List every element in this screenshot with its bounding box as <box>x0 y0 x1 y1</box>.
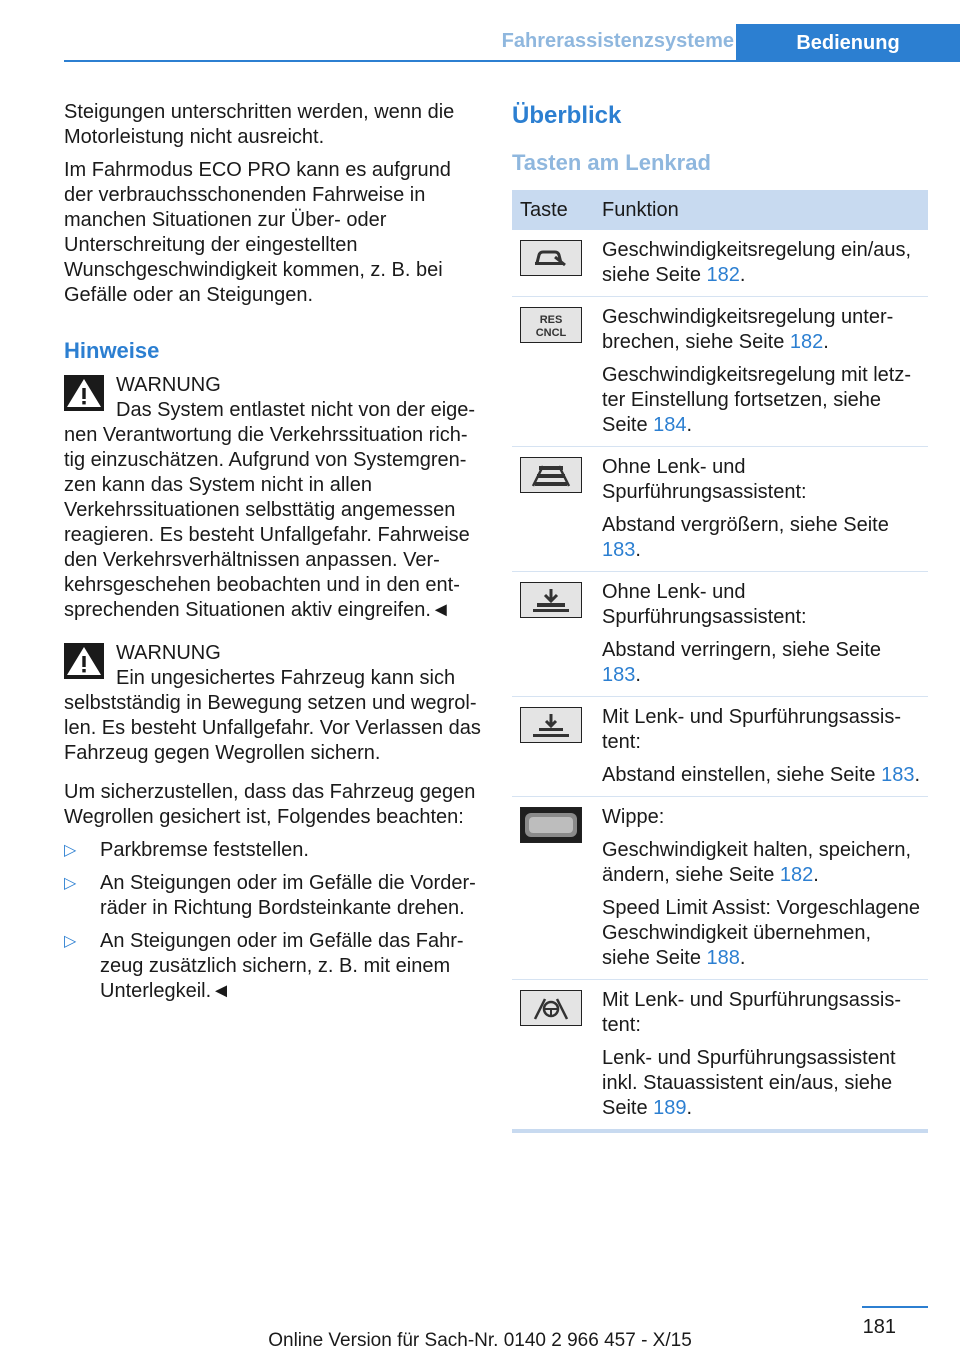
function-text: Ohne Lenk- und Spurführungsassistent: <box>602 456 807 503</box>
function-text: Speed Limit Assist: Vorgeschlagene Geschwindigkeit übernehmen, siehe Seite 188. <box>602 897 920 969</box>
page-header <box>0 0 960 64</box>
right-column <box>512 100 928 1133</box>
cruise-control-on-off-icon <box>520 240 582 276</box>
function-text: Geschwindigkeitsregelung mit letzter Einstellung fortsetzen, siehe Seite 184. <box>602 364 912 436</box>
warning-triangle-icon <box>64 643 104 679</box>
function-text: Geschwindigkeitsregelung unterbrechen, siehe Seite 182. <box>602 306 894 353</box>
bullet-list <box>64 838 482 1004</box>
warning-label: WARNUNG <box>116 374 221 396</box>
distance-increase-icon <box>520 457 582 493</box>
warning-block-1 <box>64 373 482 623</box>
warning-text-rest: nen Verantwortung die Verkehrssituation richtig einzuschätzen. Aufgrund von Systemgrenzen kann das System nicht in allen Verkehrssituationen selbsttätig angemessen reagieren. Es besteht Unfallgefahr. Fahrweise den Verkehrsverhältnissen anpassen. Verkehrsgeschehen beobachten und in den entsprechenden Situationen aktiv eingreifen.◄ <box>64 424 470 621</box>
left-column <box>64 100 482 1012</box>
hinweise-heading: Hinweise <box>64 338 160 363</box>
bullet-arrow-icon: ▷ <box>64 875 77 892</box>
warning-text-rest: selbstständig in Bewegung setzen und wegrollen. Es besteht Unfallgefahr. Vor Verlassen das Fahrzeug gegen Wegrollen sichern. <box>64 692 481 764</box>
rocker-switch-icon <box>520 807 582 843</box>
page-reference-link[interactable]: 182 <box>706 264 740 286</box>
table-row <box>512 572 928 697</box>
steering-assistant-icon <box>520 990 582 1026</box>
column-header-funktion: Funktion <box>594 190 928 230</box>
warning-text <box>64 666 482 766</box>
page-number: 181 <box>862 1316 896 1338</box>
warning-text-line1: Das System entlastet nicht von der eige- <box>116 399 476 421</box>
distance-adjust-icon <box>520 707 582 743</box>
warning-label: WARNUNG <box>116 642 221 664</box>
page-reference-link[interactable]: 183 <box>602 539 636 561</box>
paragraph-steigungen: Steigungen unterschritten werden, wenn die Motorleistung nicht ausreicht. <box>64 101 455 148</box>
warning-text-line1: Ein ungesichertes Fahrzeug kann sich <box>116 667 456 689</box>
function-text: Ohne Lenk- und Spurführungsassistent: <box>602 581 807 628</box>
page-reference-link[interactable]: 184 <box>653 414 687 436</box>
bullet-arrow-icon: ▷ <box>64 842 77 859</box>
table-row <box>512 980 928 1132</box>
table-header-row <box>512 190 928 230</box>
button-table <box>512 190 928 1133</box>
page-reference-link[interactable]: 182 <box>779 864 814 886</box>
paragraph-eco-pro: Im Fahrmodus ECO PRO kann es aufgrund der verbrauchsschonenden Fahrweise in manchen Situationen zur Über- oder Unterschreitung der eingestellten Wunschgeschwindigkeit kommen, z. B. bei Gefälle oder an Steigungen. <box>64 159 451 306</box>
chapter-tab[interactable]: Bedienung <box>736 24 960 62</box>
overview-heading: Überblick <box>512 102 622 129</box>
online-version-line: Online Version für Sach-Nr. 0140 2 966 457 - X/15 <box>268 1330 692 1351</box>
page-reference-link[interactable]: 183 <box>602 664 636 686</box>
table-row <box>512 230 928 297</box>
function-text: Geschwindigkeit halten, speichern, ändern, siehe Seite 182. <box>602 839 912 886</box>
list-item: ▷ An Steigungen oder im Gefälle die Vorderräder in Richtung Bordsteinkante drehen. <box>64 872 476 919</box>
page-reference-link[interactable]: 189 <box>653 1097 687 1119</box>
page-reference-link[interactable]: 183 <box>881 764 915 786</box>
table-row <box>512 797 928 980</box>
function-text: Geschwindigkeitsregelung ein/aus, siehe Seite 182. <box>602 239 912 286</box>
table-row <box>512 447 928 572</box>
bullet-arrow-icon: ▷ <box>64 933 77 950</box>
footer-rule <box>862 1306 928 1308</box>
page-reference-link[interactable]: 182 <box>789 331 824 353</box>
list-item: ▷ An Steigungen oder im Gefälle das Fahrzeug zusätzlich sichern, z. B. mit einem Unterlegkeil.◄ <box>64 930 464 1002</box>
function-text: Abstand vergrößern, siehe Seite 183. <box>602 514 889 561</box>
paragraph-folgendes: Um sicherzustellen, dass das Fahrzeug gegen Wegrollen gesichert ist, Folgendes beachten: <box>64 781 476 828</box>
function-text: Lenk- und Spurführungsassistent inkl. Stauassistent ein/aus, siehe Seite 189. <box>602 1047 896 1119</box>
function-text: Abstand einstellen, siehe Seite 183. <box>602 764 921 786</box>
function-text: Abstand verringern, siehe Seite 183. <box>602 639 882 686</box>
warning-triangle-icon <box>64 375 104 411</box>
column-header-taste: Taste <box>512 190 594 230</box>
function-text: Wippe: <box>602 806 665 828</box>
warning-text <box>64 398 482 623</box>
list-item: ▷ Parkbremse feststellen. <box>64 839 309 861</box>
steering-buttons-heading: Tasten am Lenkrad <box>512 150 711 175</box>
res-cncl-button-icon <box>520 307 582 343</box>
svg-text:CNCL: CNCL <box>535 327 567 339</box>
page-reference-link[interactable]: 188 <box>706 947 740 969</box>
warning-block-2 <box>64 641 482 766</box>
table-row <box>512 697 928 797</box>
distance-decrease-icon <box>520 582 582 618</box>
function-text: Mit Lenk- und Spurführungsassistent: <box>602 989 902 1036</box>
table-row <box>512 297 928 447</box>
function-text: Mit Lenk- und Spurführungsassistent: <box>602 706 902 753</box>
section-title: Fahrerassistenzsysteme <box>501 30 734 52</box>
svg-text:RES: RES <box>539 314 563 326</box>
header-rule <box>64 60 736 62</box>
